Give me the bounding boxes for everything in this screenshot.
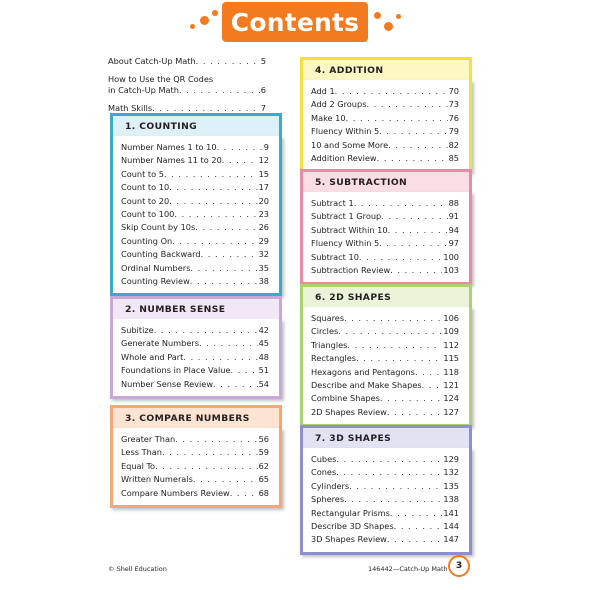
decor-dot-icon <box>212 10 218 16</box>
dot-leader <box>217 141 263 154</box>
toc-entry-label: Subtract 1 <box>311 198 354 208</box>
dot-leader <box>164 168 258 181</box>
toc-entry-page: 68 <box>258 487 269 498</box>
toc-entry-page: 70 <box>448 86 459 96</box>
toc-entry[interactable] <box>311 251 459 264</box>
toc-entry-label: Triangles <box>311 339 348 350</box>
toc-entry[interactable] <box>311 453 459 466</box>
dot-leader <box>169 195 257 208</box>
dot-leader <box>379 125 447 138</box>
dot-leader <box>201 248 258 261</box>
toc-entry-label: Ordinal Numbers <box>121 262 191 273</box>
toc-entry-label: Cylinders <box>311 480 350 491</box>
dot-leader <box>172 235 257 248</box>
toc-entry-page: 141 <box>443 507 459 518</box>
section-item-list <box>300 192 472 285</box>
toc-entry-page: 12 <box>258 155 269 166</box>
toc-entry-page: 97 <box>448 238 459 249</box>
toc-entry[interactable] <box>311 520 459 533</box>
section-item-list <box>110 428 282 508</box>
intro-item[interactable] <box>108 74 266 86</box>
toc-entry[interactable] <box>121 378 269 391</box>
toc-entry[interactable] <box>121 235 269 248</box>
dot-leader <box>394 520 443 533</box>
dot-leader <box>344 493 442 506</box>
section-item-list <box>110 136 282 296</box>
toc-entry[interactable] <box>121 208 269 221</box>
footer-copyright: © Shell Education <box>108 565 167 573</box>
dot-leader <box>388 139 447 152</box>
page-number-badge: 3 <box>448 555 470 577</box>
dot-leader <box>169 181 257 194</box>
toc-entry-label: Subitize <box>121 325 154 335</box>
toc-entry[interactable] <box>311 352 459 365</box>
toc-entry[interactable] <box>311 466 459 479</box>
decor-dot-icon <box>396 14 401 19</box>
toc-entry-page: 29 <box>258 235 269 246</box>
toc-entry[interactable] <box>311 125 459 138</box>
toc-entry-page: 121 <box>443 380 459 391</box>
toc-entry-page: 9 <box>263 142 269 152</box>
dot-leader <box>190 262 257 275</box>
toc-entry-page: 62 <box>258 460 269 471</box>
toc-entry-page: 106 <box>443 313 459 323</box>
dot-leader <box>175 433 257 446</box>
toc-entry[interactable] <box>121 364 269 377</box>
toc-entry-page: 23 <box>258 209 269 220</box>
dot-leader <box>379 237 447 250</box>
toc-entry[interactable] <box>121 154 269 167</box>
toc-entry-label: Make 10 <box>311 112 346 123</box>
section-addition <box>300 57 472 173</box>
toc-entry[interactable] <box>121 324 269 337</box>
toc-entry-label: Subtract 10 <box>311 251 359 262</box>
toc-entry-page: 65 <box>258 474 269 485</box>
toc-entry[interactable] <box>121 487 269 500</box>
toc-entry-label: Skip Count by 10s <box>121 222 196 233</box>
toc-entry-page: 51 <box>258 365 269 376</box>
section-number-sense <box>110 296 282 399</box>
toc-entry-label: Number Sense Review <box>121 378 214 389</box>
dot-leader <box>346 112 448 125</box>
toc-entry-label: Whole and Part <box>121 351 184 362</box>
toc-entry-page: 112 <box>443 339 459 350</box>
toc-entry-label: Circles <box>311 326 339 337</box>
toc-entry-page: 35 <box>258 262 269 273</box>
decor-dot-icon <box>200 16 209 25</box>
intro-item-page: 7 <box>260 102 266 113</box>
toc-entry[interactable] <box>121 473 269 486</box>
toc-entry[interactable] <box>311 379 459 392</box>
dot-leader <box>338 325 442 338</box>
toc-entry-page: 94 <box>448 224 459 235</box>
toc-entry[interactable] <box>121 221 269 234</box>
dot-leader <box>195 221 257 234</box>
toc-entry[interactable] <box>311 112 459 125</box>
intro-item[interactable] <box>108 56 266 68</box>
toc-entry-page: 38 <box>258 276 269 287</box>
toc-entry-page: 76 <box>448 112 459 123</box>
page-title: Contents <box>222 2 368 42</box>
dot-leader <box>336 466 442 479</box>
dot-leader <box>354 197 448 210</box>
dot-leader <box>196 56 260 68</box>
toc-entry-label: Equal To <box>121 460 156 471</box>
toc-entry-page: 17 <box>258 182 269 193</box>
section-counting <box>110 113 282 296</box>
intro-item-label: How to Use the QR Codes <box>108 73 214 84</box>
toc-entry-label: Foundations in Place Value <box>121 365 231 376</box>
toc-entry[interactable] <box>311 197 459 210</box>
toc-entry-page: 26 <box>258 222 269 233</box>
toc-entry[interactable] <box>121 460 269 473</box>
toc-entry-label: Describe 3D Shapes <box>311 521 394 532</box>
toc-entry[interactable] <box>311 312 459 325</box>
section-compare-numbers <box>110 405 282 508</box>
section-header: 5. SUBTRACTION <box>300 169 472 192</box>
title-area <box>0 0 590 50</box>
toc-entry-page: 144 <box>443 521 459 532</box>
toc-entry-label: Generate Numbers <box>121 338 199 349</box>
toc-entry-label: Addition Review <box>311 153 377 164</box>
toc-entry-page: 129 <box>443 454 459 464</box>
toc-entry-label: Combine Shapes <box>311 393 380 404</box>
toc-entry-label: Count to 5 <box>121 168 164 179</box>
intro-item-page: 5 <box>260 56 266 66</box>
toc-entry-page: 48 <box>258 351 269 362</box>
dot-leader <box>230 487 258 500</box>
section-item-list <box>300 448 472 555</box>
dot-leader <box>349 480 442 493</box>
toc-entry-label: Less Than <box>121 447 162 458</box>
toc-entry[interactable] <box>311 533 459 546</box>
dot-leader <box>387 406 443 419</box>
dot-leader <box>190 275 258 288</box>
toc-entry-page: 109 <box>443 326 459 337</box>
toc-entry-page: 138 <box>443 494 459 505</box>
toc-entry-label: Hexagons and Pentagons <box>311 366 415 377</box>
toc-entry-label: Fluency Within 5 <box>311 238 380 249</box>
toc-entry[interactable] <box>311 264 459 277</box>
dot-leader <box>174 208 257 221</box>
toc-entry-label: Rectangles <box>311 353 357 364</box>
toc-entry-label: Count to 20 <box>121 195 170 206</box>
toc-entry-label: Counting Backward <box>121 249 201 260</box>
dot-leader <box>193 473 258 486</box>
toc-entry-page: 45 <box>258 338 269 349</box>
toc-entry[interactable] <box>311 98 459 111</box>
toc-entry-label: 10 and Some More <box>311 139 389 150</box>
toc-entry-page: 32 <box>258 249 269 260</box>
toc-entry[interactable] <box>311 224 459 237</box>
toc-entry-label: Describe and Make Shapes <box>311 380 422 391</box>
dot-leader <box>344 312 442 325</box>
toc-entry[interactable] <box>121 248 269 261</box>
dot-leader <box>390 507 442 520</box>
toc-entry-page: 132 <box>443 467 459 478</box>
section-item-list <box>110 319 282 399</box>
footer-product-code: 146442—Catch-Up Math <box>368 565 448 573</box>
toc-entry-label: Written Numerals <box>121 474 193 485</box>
toc-entry[interactable] <box>121 168 269 181</box>
dot-leader <box>359 251 442 264</box>
toc-entry-page: 88 <box>448 198 459 208</box>
toc-entry-page: 54 <box>258 378 269 389</box>
toc-entry-label: Number Names 11 to 20 <box>121 155 222 166</box>
toc-entry-label: 3D Shapes Review <box>311 534 387 545</box>
toc-entry[interactable] <box>311 325 459 338</box>
toc-entry[interactable] <box>311 406 459 419</box>
dot-leader <box>231 364 258 377</box>
toc-entry-label: 2D Shapes Review <box>311 406 387 417</box>
dot-leader <box>154 324 258 337</box>
toc-entry-page: 42 <box>258 325 269 335</box>
toc-entry-label: Cubes <box>311 454 337 464</box>
decor-dot-icon <box>384 22 393 31</box>
toc-entry-label: Cones <box>311 467 337 478</box>
toc-entry[interactable] <box>121 275 269 288</box>
toc-entry-page: 59 <box>258 447 269 458</box>
section-item-list <box>300 307 472 427</box>
intro-list <box>108 56 266 114</box>
toc-entry[interactable] <box>121 141 269 154</box>
toc-entry[interactable] <box>311 493 459 506</box>
toc-entry-label: Counting Review <box>121 276 190 287</box>
section-header: 3. COMPARE NUMBERS <box>110 405 282 428</box>
toc-entry-label: Subtract 1 Group <box>311 211 382 222</box>
dot-leader <box>380 392 442 405</box>
intro-item-label: Math Skills <box>108 102 153 113</box>
toc-entry-page: 15 <box>258 168 269 179</box>
section-header: 4. ADDITION <box>300 57 472 80</box>
dot-leader <box>155 460 258 473</box>
dot-leader <box>336 453 442 466</box>
intro-item[interactable] <box>108 85 266 97</box>
dot-leader <box>179 85 260 97</box>
section-header: 1. COUNTING <box>110 113 282 136</box>
section-header: 2. NUMBER SENSE <box>110 296 282 319</box>
toc-entry-page: 147 <box>443 534 459 545</box>
intro-item-label: in Catch-Up Math <box>108 85 179 95</box>
toc-entry-page: 20 <box>258 195 269 206</box>
toc-entry-page: 100 <box>443 251 459 262</box>
section-item-list <box>300 80 472 173</box>
toc-entry-page: 85 <box>448 153 459 164</box>
toc-entry-page: 91 <box>448 211 459 222</box>
toc-entry[interactable] <box>311 339 459 352</box>
dot-leader <box>422 379 443 392</box>
section-header: 7. 3D SHAPES <box>300 425 472 448</box>
toc-entry-label: Add 1 <box>311 86 335 96</box>
toc-entry[interactable] <box>121 337 269 350</box>
toc-entry-page: 103 <box>443 265 459 276</box>
toc-entry[interactable] <box>311 152 459 165</box>
dot-leader <box>387 533 443 546</box>
dot-leader <box>199 337 258 350</box>
toc-entry-page: 135 <box>443 480 459 491</box>
toc-entry-label: Count to 100 <box>121 209 175 220</box>
decor-dot-icon <box>190 24 195 29</box>
dot-leader <box>415 366 442 379</box>
toc-entry[interactable] <box>311 85 459 98</box>
section-2d-shapes <box>300 284 472 427</box>
toc-entry[interactable] <box>121 433 269 446</box>
toc-entry-label: Rectangular Prisms <box>311 507 390 518</box>
toc-entry[interactable] <box>311 507 459 520</box>
toc-entry-page: 118 <box>443 366 459 377</box>
section-header: 6. 2D SHAPES <box>300 284 472 307</box>
toc-entry-label: Add 2 Groups <box>311 99 367 110</box>
toc-entry[interactable] <box>121 351 269 364</box>
toc-entry-page: 82 <box>448 139 459 150</box>
toc-entry[interactable] <box>121 262 269 275</box>
dot-leader <box>390 264 442 277</box>
toc-entry-page: 115 <box>443 353 459 364</box>
intro-item-label: About Catch-Up Math <box>108 56 196 66</box>
toc-entry[interactable] <box>311 139 459 152</box>
toc-entry[interactable] <box>311 392 459 405</box>
dot-leader <box>366 98 447 111</box>
dot-leader <box>381 210 447 223</box>
toc-entry-label: Greater Than <box>121 434 176 444</box>
toc-entry-label: Subtraction Review <box>311 265 391 276</box>
toc-entry-page: 56 <box>258 434 269 444</box>
toc-entry-label: Subtract Within 10 <box>311 224 388 235</box>
section-subtraction <box>300 169 472 285</box>
toc-entry-label: Spheres <box>311 494 345 505</box>
toc-entry-label: Squares <box>311 313 345 323</box>
section-3d-shapes <box>300 425 472 555</box>
dot-leader <box>356 352 442 365</box>
toc-entry-page: 124 <box>443 393 459 404</box>
toc-entry-page: 79 <box>448 126 459 137</box>
intro-item-page: 6 <box>260 85 266 95</box>
toc-entry[interactable] <box>311 237 459 250</box>
toc-entry[interactable] <box>311 210 459 223</box>
toc-entry-label: Fluency Within 5 <box>311 126 380 137</box>
dot-leader <box>183 351 257 364</box>
toc-entry[interactable] <box>121 195 269 208</box>
toc-entry-page: 127 <box>443 406 459 417</box>
toc-entry-page: 73 <box>448 99 459 110</box>
dot-leader <box>377 152 448 165</box>
toc-entry-label: Number Names 1 to 10 <box>121 142 217 152</box>
toc-entry[interactable] <box>121 181 269 194</box>
dot-leader <box>213 378 258 391</box>
dot-leader <box>347 339 442 352</box>
toc-entry-label: Count to 10 <box>121 182 170 193</box>
toc-entry-label: Counting On <box>121 235 173 246</box>
dot-leader <box>388 224 448 237</box>
toc-entry[interactable] <box>121 446 269 459</box>
toc-entry-label: Compare Numbers Review <box>121 487 230 498</box>
toc-entry[interactable] <box>311 480 459 493</box>
dot-leader <box>335 85 448 98</box>
decor-dot-icon <box>374 12 381 19</box>
dot-leader <box>162 446 258 459</box>
dot-leader <box>222 154 258 167</box>
toc-entry[interactable] <box>311 366 459 379</box>
